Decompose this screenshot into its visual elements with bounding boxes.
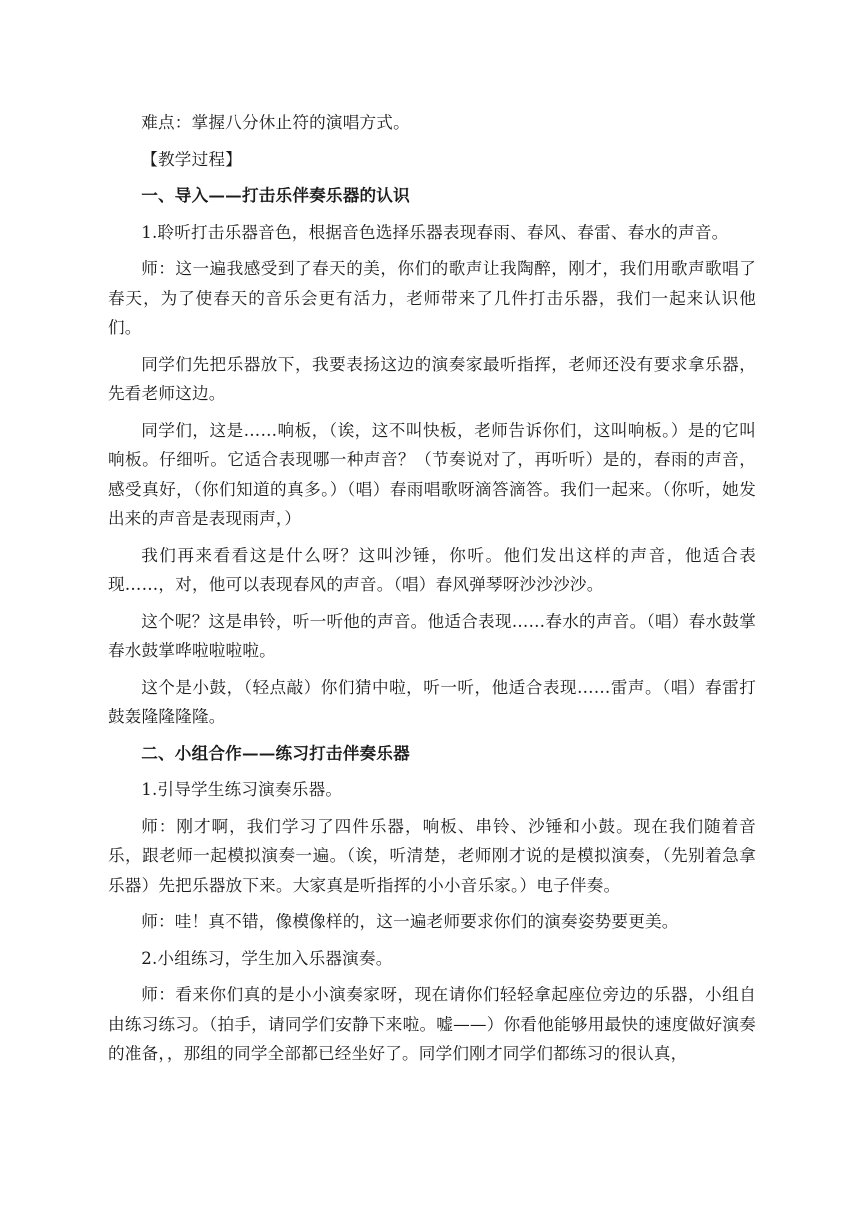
section-heading-1: 一、导入——打击乐伴奏乐器的认识 [141, 185, 410, 205]
document-body [108, 108, 756, 1076]
paragraph: 师：这一遍我感受到了春天的美，你们的歌声让我陶醉，刚才，我们用歌声歌唱了春天，为了使春天的音乐会更有活力，老师带来了几件打击乐器，我们一起来认识他们。 [108, 259, 756, 337]
paragraph: 师：看来你们真的是小小演奏家呀，现在请你们轻轻拿起座位旁边的乐器，小组自由练习练习。（拍手，请同学们安静下来啦。嘘——）你看他能够用最快的速度做好演奏的准备，，那组的同学全部都已经坐好了。同学们刚才同学们都练习的很认真， [108, 985, 756, 1063]
paragraph: 师：刚才啊，我们学习了四件乐器，响板、串铃、沙锤和小鼓。现在我们随着音乐，跟老师一起模拟演奏一遍。（诶，听清楚，老师刚才说的是模拟演奏，（先别着急拿乐器）先把乐器放下来。大家真是听指挥的小小音乐家。）电子伴奏。 [108, 816, 756, 895]
paragraph: 师：哇！真不错，像模像样的，这一遍老师要求你们的演奏姿势要更美。 [141, 912, 679, 931]
section-heading-2: 二、小组合作——练习打击伴奏乐器 [141, 742, 410, 763]
paragraph: 同学们先把乐器放下，我要表扬这边的演奏家最听指挥，老师还没有要求拿乐器，先看老师这边。 [108, 354, 756, 403]
paragraph: 这个是小鼓，（轻点敲）你们猜中啦，听一听，他适合表现……雷声。（唱）春雷打鼓轰隆隆隆隆。 [108, 677, 756, 726]
paragraph: 2.小组练习，学生加入乐器演奏。 [141, 948, 393, 968]
paragraph-difficulty: 难点：掌握八分休止符的演唱方式。 [141, 113, 410, 132]
paragraph: 这个呢？这是串铃，听一听他的声音。他适合表现……春水的声音。（唱）春水鼓掌春水鼓掌哗啦啦啦啦。 [108, 611, 756, 660]
paragraph: 1.聆听打击乐器音色，根据音色选择乐器表现春雨、春风、春雷、春水的声音。 [141, 222, 729, 242]
paragraph: 同学们，这是……响板，（诶，这不叫快板，老师告诉你们，这叫响板。）是的它叫响板。仔细听。它适合表现哪一种声音？（节奏说对了，再听听）是的，春雨的声音，感受真好，（你们知道的真多。）（唱）春雨唱歌呀滴答滴答。我们一起来。（你听，她发出来的声音是表现雨声，） [108, 420, 756, 528]
paragraph: 1.引导学生练习演奏乐器。 [141, 780, 343, 799]
paragraph-section-label: 【教学过程】 [141, 149, 242, 169]
paragraph: 我们再来看看这是什么呀？这叫沙锤，你听。他们发出这样的声音，他适合表现……，对，他可以表现春风的声音。（唱）春风弹琴呀沙沙沙沙。 [108, 545, 756, 594]
